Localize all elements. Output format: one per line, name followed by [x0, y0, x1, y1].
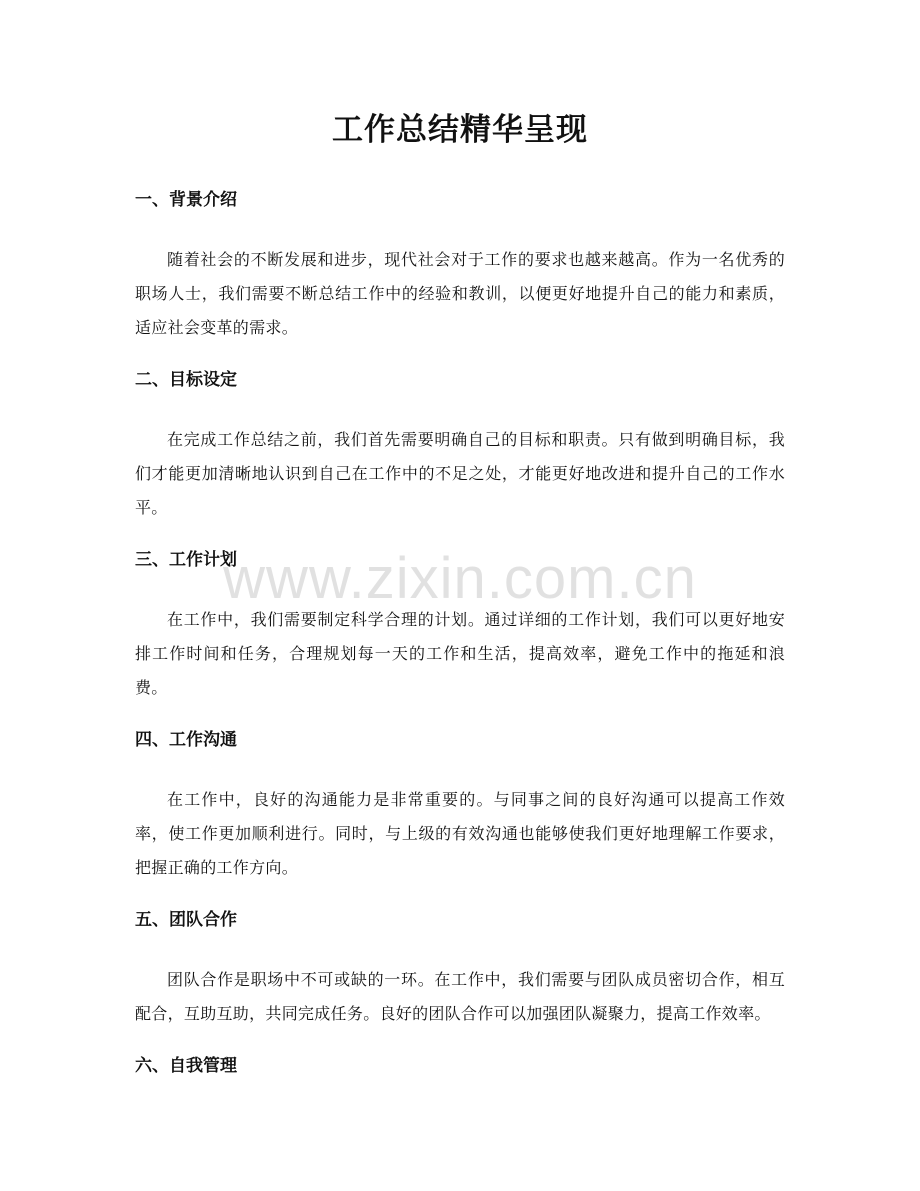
document-title: 工作总结精华呈现: [332, 112, 588, 148]
section-communication: [135, 725, 785, 885]
section-heading: 四、工作沟通: [135, 730, 237, 750]
section-paragraph: 在工作中，良好的沟通能力是非常重要的。与同事之间的良好沟通可以提高工作效率，使工作更加顺利进行。同时，与上级的有效沟通也能够使我们更好地理解工作要求，把握正确的工作方向。: [135, 790, 785, 877]
section-goals: [135, 365, 785, 525]
section-work-plan: [135, 545, 785, 705]
section-background: [135, 185, 785, 345]
watermark-text: www.zixin.com.cn: [223, 546, 697, 611]
section-paragraph: 在工作中，我们需要制定科学合理的计划。通过详细的工作计划，我们可以更好地安排工作时间和任务，合理规划每一天的工作和生活，提高效率，避免工作中的拖延和浪费。: [135, 610, 785, 697]
section-paragraph: 团队合作是职场中不可或缺的一环。在工作中，我们需要与团队成员密切合作，相互配合，互助互助，共同完成任务。良好的团队合作可以加强团队凝聚力，提高工作效率。: [135, 970, 785, 1023]
section-paragraph: 在完成工作总结之前，我们首先需要明确自己的目标和职责。只有做到明确目标，我们才能更加清晰地认识到自己在工作中的不足之处，才能更好地改进和提升自己的工作水平。: [135, 430, 785, 517]
section-heading: 三、工作计划: [135, 550, 237, 570]
section-heading: 二、目标设定: [135, 370, 237, 390]
section-heading: 一、背景介绍: [135, 190, 237, 210]
document-content: [135, 185, 785, 1081]
section-teamwork: [135, 905, 785, 1031]
section-heading: 六、自我管理: [135, 1056, 237, 1076]
section-self-management: [135, 1051, 785, 1081]
section-paragraph: 随着社会的不断发展和进步，现代社会对于工作的要求也越来越高。作为一名优秀的职场人士，我们需要不断总结工作中的经验和教训，以便更好地提升自己的能力和素质，适应社会变革的需求。: [135, 250, 785, 337]
section-heading: 五、团队合作: [135, 910, 237, 930]
